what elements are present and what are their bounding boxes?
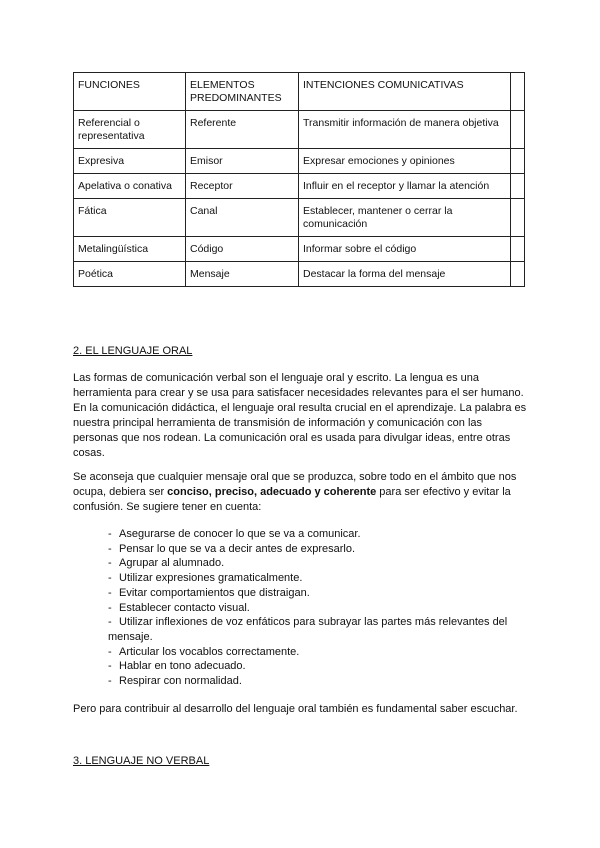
list-item: - Respirar con normalidad.: [108, 675, 242, 688]
header-elementos: ELEMENTOS PREDOMINANTES: [186, 73, 299, 111]
section-2-title: 2. EL LENGUAJE ORAL: [73, 345, 193, 357]
empty-cell: [511, 111, 525, 149]
cell-function: Fática: [74, 199, 186, 237]
list-item: - Utilizar expresiones gramaticalmente.: [108, 572, 303, 585]
list-item: - Pensar lo que se va a decir antes de expresarlo.: [108, 542, 356, 555]
cell-intention: Establecer, mantener o cerrar la comunicación: [299, 199, 511, 237]
functions-table: [73, 72, 525, 287]
functions-table-container: [73, 72, 525, 287]
cell-element: Canal: [186, 199, 299, 237]
empty-cell: [511, 199, 525, 237]
cell-element: Referente: [186, 111, 299, 149]
list-item: - Agrupar al alumnado.: [108, 557, 225, 570]
cell-intention: Transmitir información de manera objetiva: [299, 111, 511, 149]
section-3-title: 3. LENGUAJE NO VERBAL: [73, 755, 210, 767]
para2-bold-qualities: conciso, preciso, adecuado y coherente: [167, 486, 377, 498]
cell-element: Mensaje: [186, 262, 299, 287]
table-row: [74, 149, 525, 174]
tips-list: [108, 527, 528, 689]
list-item: - Establecer contacto visual.: [108, 601, 250, 614]
table-row: [74, 199, 525, 237]
table-row: [74, 262, 525, 287]
para2-end: para ser efectivo y evitar la confusión. Se sugiere tener en cuenta:: [73, 486, 511, 513]
cell-function: Apelativa o conativa: [74, 174, 186, 199]
table-header-row: [74, 73, 525, 111]
list-item: - Hablar en tono adecuado.: [108, 660, 246, 673]
header-funciones: FUNCIONES: [74, 73, 186, 111]
cell-intention: Expresar emociones y opiniones: [299, 149, 511, 174]
list-item: - Asegurarse de conocer lo que se va a comunicar.: [108, 528, 361, 540]
empty-cell: [511, 237, 525, 262]
table-row: [74, 237, 525, 262]
section-2-paragraph-3: Pero para contribuir al desarrollo del lenguaje oral también es fundamental saber escuchar.: [73, 703, 518, 715]
cell-element: Receptor: [186, 174, 299, 199]
list-item: - Articular los vocablos correctamente.: [108, 645, 300, 658]
list-item: - Evitar comportamientos que distraigan.: [108, 586, 310, 599]
empty-cell: [511, 73, 525, 111]
section-2-paragraph-2: [73, 470, 528, 515]
cell-function: Poética: [74, 262, 186, 287]
empty-cell: [511, 149, 525, 174]
list-item: - Utilizar inflexiones de voz enfáticos para subrayar las partes más relevantes del mensaje.: [108, 616, 508, 643]
cell-function: Metalingüística: [74, 237, 186, 262]
cell-element: Código: [186, 237, 299, 262]
empty-cell: [511, 262, 525, 287]
cell-element: Emisor: [186, 149, 299, 174]
cell-function: Expresiva: [74, 149, 186, 174]
section-2-paragraph-1: Las formas de comunicación verbal son el lenguaje oral y escrito. La lengua es una herramienta para crear y se usa para satisfacer necesidades relevantes para el ser humano. En la comunicación didáctica, el lenguaje oral resulta crucial en el aprendizaje. La palabra es nuestra principal herramienta de transmisión de información y comunicación con las personas que nos rodean. La comunicación oral es usada para divulgar ideas, entre otras cosas.: [73, 372, 527, 459]
empty-cell: [511, 174, 525, 199]
para2-start: Se aconseja que cualquier mensaje oral que se produzca, sobre todo en el ámbito que nos ocupa, debiera ser: [73, 471, 517, 498]
table-row: [74, 174, 525, 199]
cell-function: Referencial o representativa: [74, 111, 186, 149]
cell-intention: Informar sobre el código: [299, 237, 511, 262]
table-row: [74, 111, 525, 149]
cell-intention: Destacar la forma del mensaje: [299, 262, 511, 287]
cell-intention: Influir en el receptor y llamar la atención: [299, 174, 511, 199]
header-intenciones: INTENCIONES COMUNICATIVAS: [299, 73, 511, 111]
